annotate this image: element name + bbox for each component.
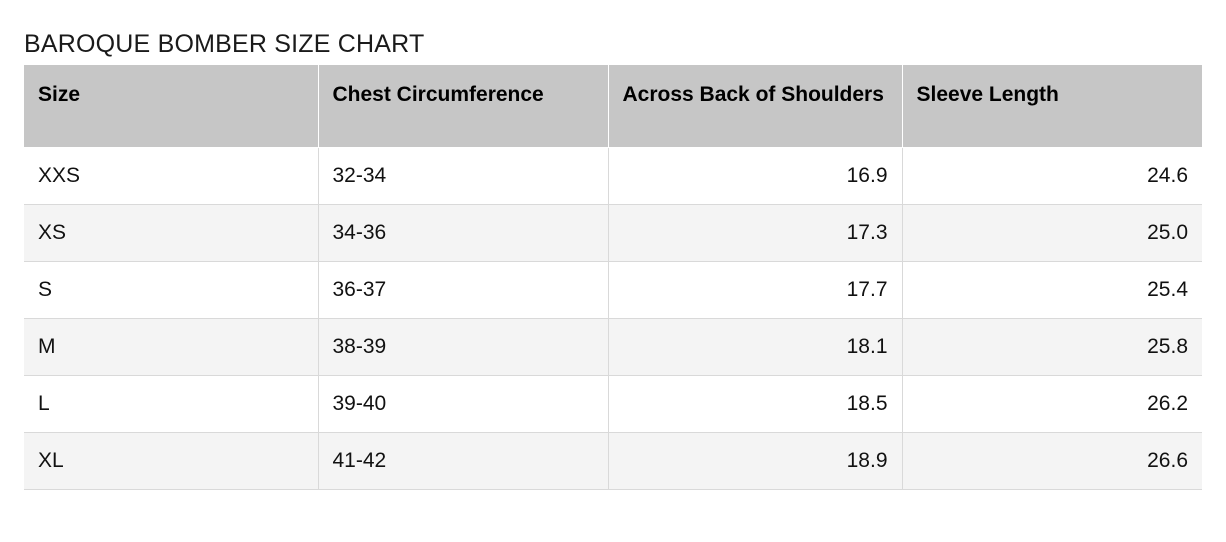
table-row [24, 148, 1202, 205]
size-chart-table-container [24, 65, 1202, 490]
cell-size: M [24, 319, 318, 376]
cell-chest: 34-36 [318, 205, 608, 262]
cell-sleeve: 24.6 [902, 148, 1202, 205]
column-header-size: Size [24, 65, 318, 148]
cell-size: L [24, 376, 318, 433]
cell-chest: 36-37 [318, 262, 608, 319]
table-row [24, 319, 1202, 376]
cell-size: XS [24, 205, 318, 262]
cell-back: 17.3 [608, 205, 902, 262]
cell-back: 18.1 [608, 319, 902, 376]
table-row [24, 262, 1202, 319]
page-title: BAROQUE BOMBER SIZE CHART [24, 30, 425, 58]
table-header [24, 65, 1202, 148]
cell-back: 18.5 [608, 376, 902, 433]
column-header-across-back-of-shoulders: Across Back of Shoulders [608, 65, 902, 148]
cell-back: 17.7 [608, 262, 902, 319]
cell-back: 16.9 [608, 148, 902, 205]
table-row [24, 376, 1202, 433]
table-row [24, 205, 1202, 262]
table-body [24, 148, 1202, 490]
cell-chest: 32-34 [318, 148, 608, 205]
cell-sleeve: 26.6 [902, 433, 1202, 490]
cell-sleeve: 25.4 [902, 262, 1202, 319]
cell-size: S [24, 262, 318, 319]
cell-sleeve: 25.0 [902, 205, 1202, 262]
table-header-row [24, 65, 1202, 148]
cell-sleeve: 25.8 [902, 319, 1202, 376]
cell-sleeve: 26.2 [902, 376, 1202, 433]
cell-size: XXS [24, 148, 318, 205]
column-header-chest-circumference: Chest Circumference [318, 65, 608, 148]
cell-chest: 38-39 [318, 319, 608, 376]
cell-chest: 39-40 [318, 376, 608, 433]
table-row [24, 433, 1202, 490]
column-header-sleeve-length: Sleeve Length [902, 65, 1202, 148]
cell-chest: 41-42 [318, 433, 608, 490]
cell-back: 18.9 [608, 433, 902, 490]
size-chart-table [24, 65, 1202, 490]
cell-size: XL [24, 433, 318, 490]
